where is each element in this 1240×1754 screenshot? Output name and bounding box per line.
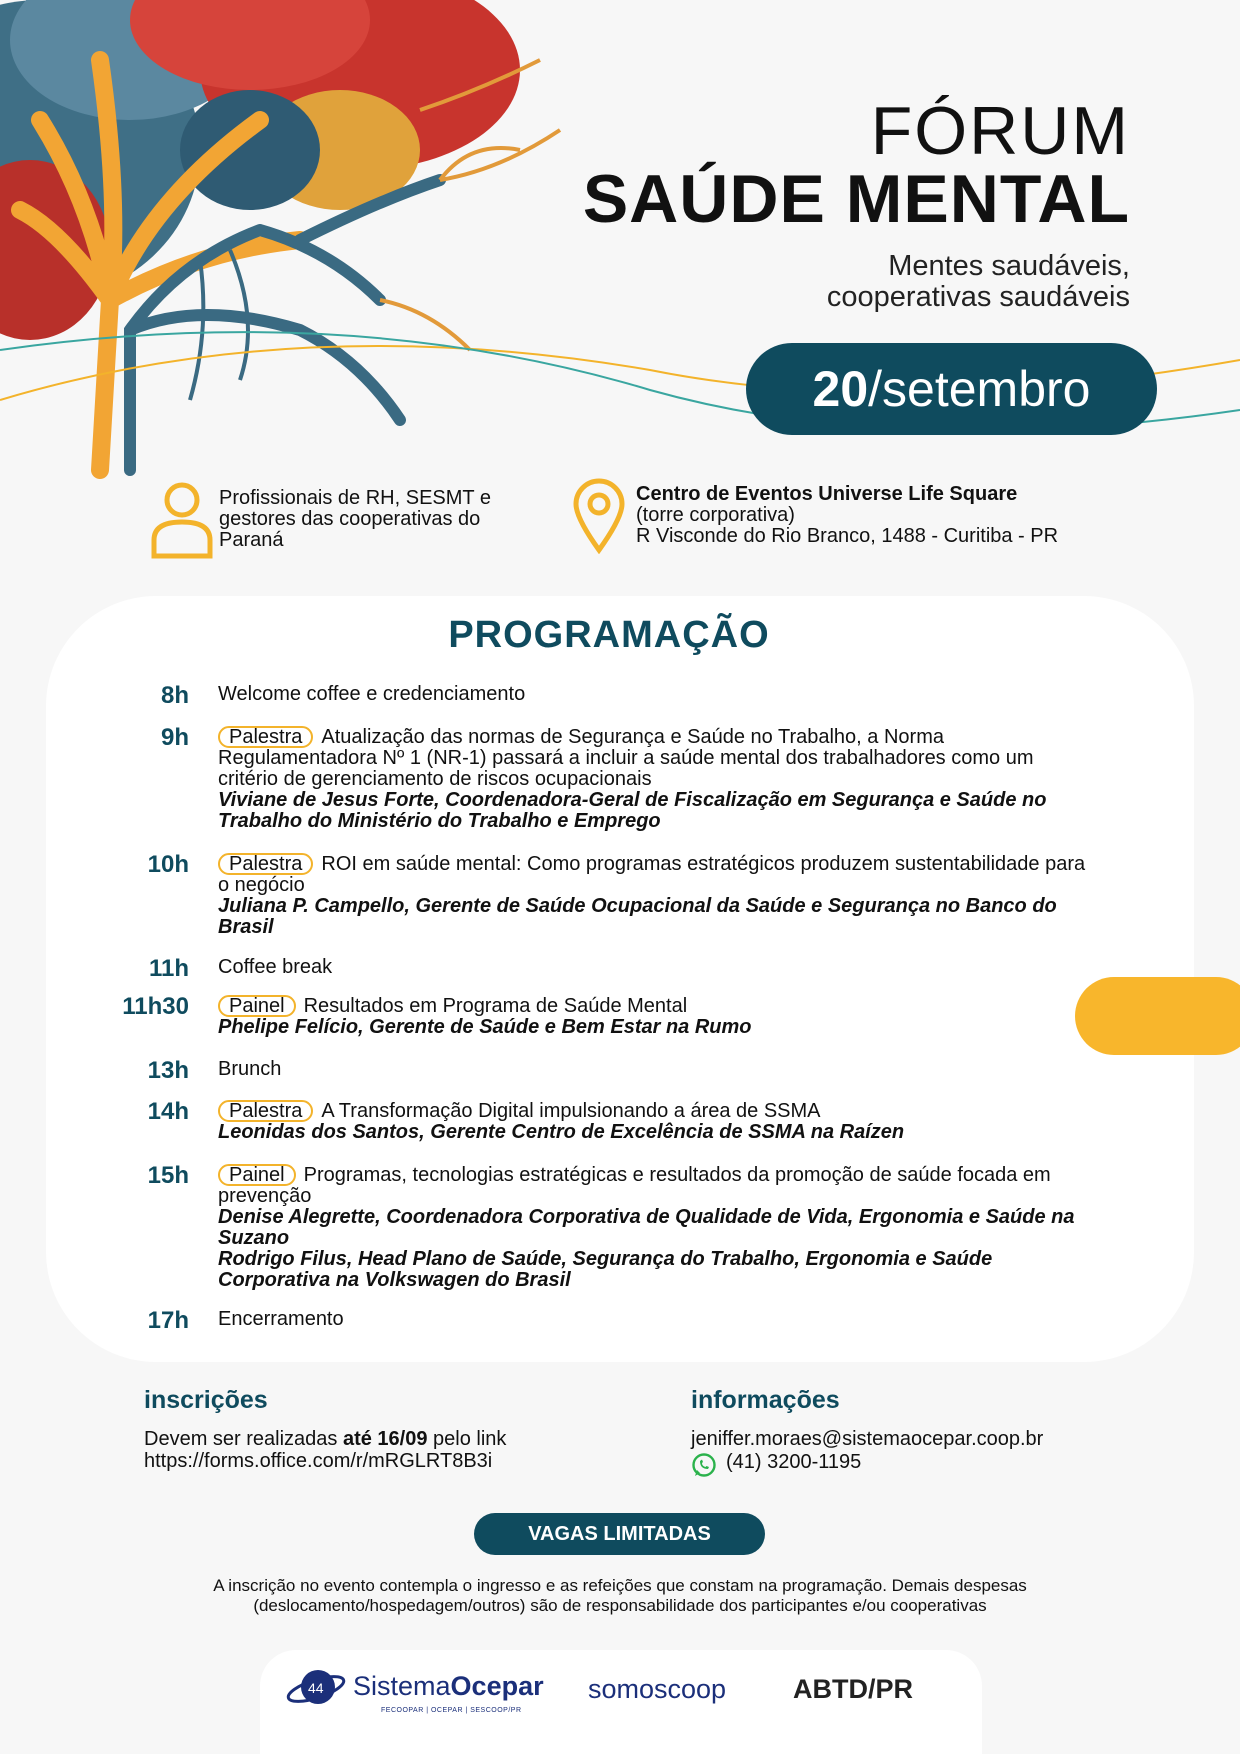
subtitle-line2: cooperativas saudáveis <box>826 281 1130 313</box>
session-type-tag: Palestra <box>218 1100 313 1122</box>
program-text: A Transformação Digital impulsionando a área de SSMA <box>321 1100 821 1122</box>
logo-sistema-text: Sistema <box>353 1671 451 1701</box>
info-phone[interactable]: (41) 3200-1195 <box>726 1451 862 1473</box>
program-text: Resultados em Programa de Saúde Mental <box>303 995 688 1017</box>
logo-ocepar-text: Ocepar <box>450 1671 544 1701</box>
abtd-pr-logo: ABTD/PR <box>793 1674 913 1704</box>
limited-spots-badge: VAGAS LIMITADAS <box>474 1513 765 1555</box>
ocepar-emblem-icon <box>285 1665 347 1711</box>
program-speaker: Rodrigo Filus, Head Plano de Saúde, Segurança do Trabalho, Ergonomia e Saúde Corporativa na Volkswagen do Brasil <box>218 1248 993 1291</box>
program-text: ROI em saúde mental: Como programas estratégicos produzem sustentabilidade para o negócio <box>218 853 1086 896</box>
program-text: Atualização das normas de Segurança e Saúde no Trabalho, a Norma Regulamentadora Nº 1 (NR-1) passará a incluir a saúde mental dos trabalhadores como um critério de gerenciamento de riscos ocupacionais <box>218 726 1034 790</box>
location-pin-icon <box>572 478 626 554</box>
forum-title-line2: SAÚDE MENTAL <box>582 161 1130 237</box>
program-text: Coffee break <box>218 956 333 978</box>
program-text: Welcome coffee e credenciamento <box>218 683 526 705</box>
info-email[interactable]: jeniffer.moraes@sistemaocepar.coop.br <box>691 1428 1044 1450</box>
program-speaker: Denise Alegrette, Coordenadora Corporativa de Qualidade de Vida, Ergonomia e Saúde na Suzano <box>218 1206 1075 1249</box>
venue-name: Centro de Eventos Universe Life Square <box>636 483 1018 505</box>
venue-info <box>636 484 1136 547</box>
logo-sistema-subtitle: FECOOPAR | OCEPAR | SESCOOP/PR <box>381 1707 522 1714</box>
event-date-day: 20 <box>812 361 869 417</box>
registration-text <box>144 1428 506 1472</box>
disclaimer-text: A inscrição no evento contempla o ingresso e as refeições que constam na programação. Demais despesas (deslocamento/hospedagem/outros) são de responsabilidade dos participantes e/ou cooperativas <box>213 1576 1027 1615</box>
registration-heading: inscrições <box>144 1386 268 1414</box>
program-text: Programas, tecnologias estratégicas e resultados da promoção de saúde focada em prevenção <box>218 1164 1051 1207</box>
session-type-tag: Palestra <box>218 726 313 748</box>
subtitle-line1: Mentes saudáveis, <box>888 250 1130 282</box>
program-time: 8h <box>160 682 189 709</box>
session-type-tag: Painel <box>218 995 296 1017</box>
program-time: 10h <box>147 851 189 878</box>
audience-text: Profissionais de RH, SESMT e gestores das cooperativas do Paraná <box>219 487 491 551</box>
registration-line-end: pelo link <box>427 1428 507 1450</box>
program-text: Brunch <box>218 1058 282 1080</box>
venue-address: R Visconde do Rio Branco, 1488 - Curitiba - PR <box>636 525 1059 547</box>
program-time: 11h30 <box>122 993 189 1020</box>
program-time: 17h <box>147 1307 189 1334</box>
program-time: 15h <box>147 1162 189 1189</box>
session-type-tag: Painel <box>218 1164 296 1186</box>
sistema-ocepar-logo <box>285 1665 555 1725</box>
event-date-month: /setembro <box>868 361 1091 417</box>
program-time: 14h <box>147 1098 189 1125</box>
program-speaker: Phelipe Felício, Gerente de Saúde e Bem Estar na Rumo <box>218 1016 752 1038</box>
person-icon <box>150 480 214 560</box>
program-speaker: Juliana P. Campello, Gerente de Saúde Ocupacional da Saúde e Segurança no Banco do Brasil <box>218 895 1057 938</box>
program-speaker: Viviane de Jesus Forte, Coordenadora-Geral de Fiscalização em Segurança e Saúde no Trabalho do Ministério do Trabalho e Emprego <box>218 789 1047 832</box>
info-heading: informações <box>691 1386 840 1414</box>
somoscoop-logo: somoscoop <box>588 1674 727 1704</box>
registration-link[interactable]: https://forms.office.com/r/mRGLRT8B3i <box>144 1450 493 1472</box>
session-type-tag: Palestra <box>218 853 313 875</box>
registration-line-start: Devem ser realizadas <box>144 1428 343 1450</box>
forum-title-line1: FÓRUM <box>870 93 1130 169</box>
program-title: PROGRAMAÇÃO <box>448 614 770 656</box>
program-time: 13h <box>147 1057 189 1084</box>
program-speaker: Leonidas dos Santos, Gerente Centro de Excelência de SSMA na Raízen <box>218 1121 905 1143</box>
program-time: 11h <box>148 955 189 982</box>
decorative-yellow-tab <box>1075 977 1240 1055</box>
venue-detail: (torre corporativa) <box>636 504 795 526</box>
program-time: 9h <box>160 724 189 751</box>
registration-deadline: até 16/09 <box>342 1428 428 1450</box>
event-date-badge <box>746 343 1157 435</box>
svg-text:44: 44 <box>308 1680 324 1696</box>
whatsapp-icon <box>691 1452 717 1478</box>
program-text: Encerramento <box>218 1308 344 1330</box>
